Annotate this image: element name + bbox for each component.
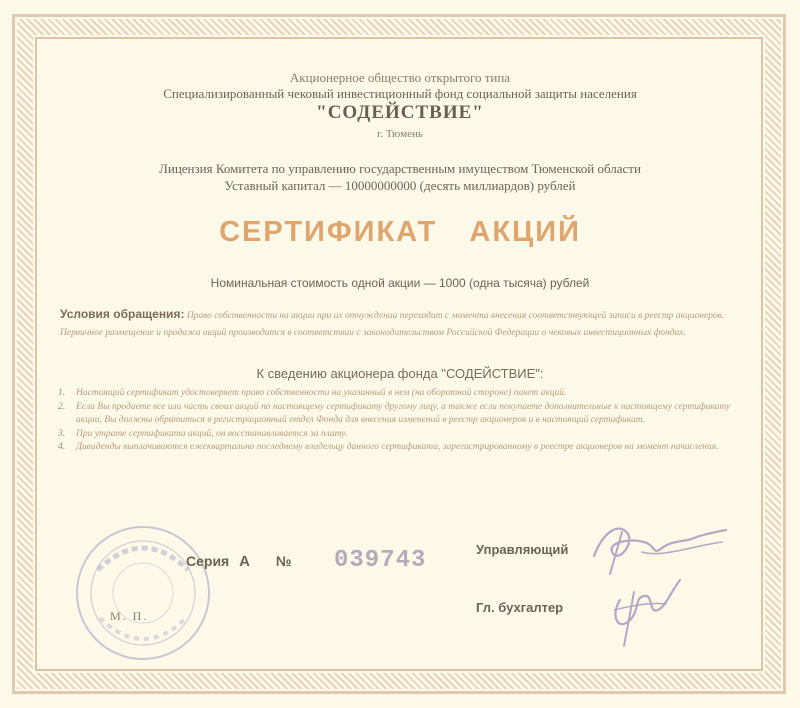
conditions-text: Право собственности на акции при их отчуждении переходит с момента внесения соответствующей записи в реестр акционеров. Первичное размещение и продажа акций производится в соответствии с законодательством Российской Федерации о чековых инвестиционных фондах.: [60, 311, 725, 338]
fund-description: Специализированный чековый инвестиционный фонд социальной защиты населения: [163, 86, 637, 101]
series-label: Серия: [186, 553, 230, 569]
number-sign: №: [275, 553, 292, 569]
accountant-signature-icon: [600, 570, 690, 650]
seal-place-label: М. П.: [110, 609, 149, 623]
seal-stamp-icon: [68, 518, 218, 668]
notice-heading: К сведению акционера фонда "СОДЕЙСТВИЕ":: [256, 366, 544, 381]
city: г. Тюмень: [377, 128, 423, 140]
conditions-label: Условия обращения:: [60, 307, 185, 321]
notice-item-number: 1.: [58, 388, 66, 398]
conditions-block: [60, 306, 746, 342]
certificate-content: [40, 40, 760, 668]
certificate-title: [40, 216, 760, 249]
notice-item-number: 2.: [58, 401, 66, 412]
notice-item-number: 3.: [58, 428, 66, 439]
license-line: Лицензия Комитета по управлению государственным имуществом Тюменской области: [159, 161, 641, 176]
notice-item: [58, 401, 748, 428]
org-type: Акционерное общество открытого типа: [289, 70, 511, 85]
notice-item-text: Дивиденды выплачиваются ежеквартально последнему владельцу данного сертификата, зарегистрированному в реестре акционеров на момент начисления.: [76, 442, 719, 452]
manager-label: Управляющий: [476, 542, 569, 557]
notice-list: [58, 387, 748, 455]
capital-line: Уставный капитал — 10000000000 (десять миллиардов) рублей: [224, 178, 576, 193]
notice-item-text: Настоящий сертификат удостоверяет право собственности на указанный в нем (на оборотной стороне) пакет акций.: [76, 388, 567, 398]
notice-item-number: 4.: [58, 442, 66, 452]
fund-name: "СОДЕЙСТВИЕ": [316, 102, 484, 123]
notice-item-text: При утрате сертификата акций, он восстанавливается за плату.: [76, 428, 348, 439]
notice-item: [58, 441, 748, 455]
accountant-label: Гл. бухгалтер: [476, 600, 564, 615]
notice-item: [58, 428, 748, 442]
title-word-1: СЕРТИФИКАТ: [219, 216, 438, 248]
series-block: [186, 553, 291, 570]
certificate-number: 039743: [334, 547, 427, 574]
series-letter: А: [239, 553, 250, 570]
nominal-value: Номинальная стоимость одной акции — 1000 (одна тысяча) рублей: [210, 276, 590, 290]
notice-item-text: Если Вы продаете все или часть своих акций по настоящему сертификату другому лицу, а также если покупаете дополнительные к настоящему сертификату акции, Вы должны обратиться в регистрационный отдел Фонда для внесения изменений в реестр акционеров и в настоящий сертификат.: [76, 401, 731, 425]
title-word-2: АКЦИЙ: [469, 216, 581, 248]
notice-item: [58, 387, 748, 401]
